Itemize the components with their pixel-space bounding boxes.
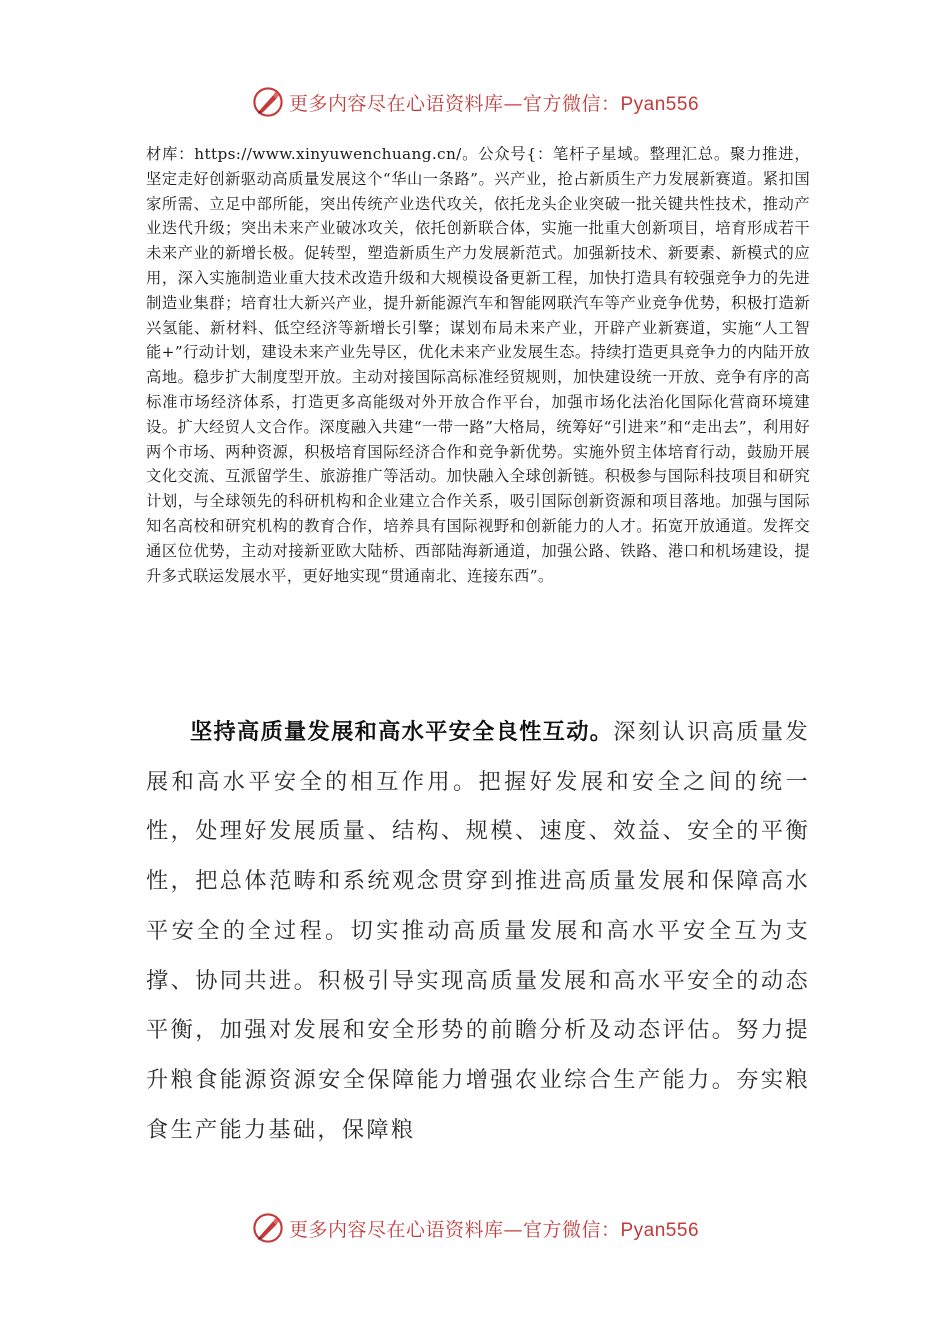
body-paragraph-main [146,708,810,1155]
pen-logo-icon [251,1211,285,1245]
body-paragraph-small: 材库：https://www.xinyuwenchuang.cn/。公众号{：笔杆子星域。整理汇总。聚力推进，坚定走好创新驱动高质量发展这个“华山一条路”。兴产业，抢占新质生产力发展新赛道。紧扣国家所需、立足中部所能，突出传统产业迭代攻关，依托龙头企业突破一批关键共性技术，推动产业迭代升级；突出未来产业破冰攻关，依托创新联合体，实施一批重大创新项目，培育形成若干未来产业的新增长极。促转型，塑造新质生产力发展新范式。加强新技术、新要素、新模式的应用，深入实施制造业重大技术改造升级和大规模设备更新工程，加快打造具有较强竞争力的先进制造业集群；培育壮大新兴产业，提升新能源汽车和智能网联汽车等产业竞争优势，积极打造新兴氢能、新材料、低空经济等新增长引擎；谋划布局未来产业，开辟产业新赛道，实施“人工智能+”行动计划，建设未来产业先导区，优化未来产业发展生态。持续打造更具竞争力的内陆开放高地。稳步扩大制度型开放。主动对接国际高标准经贸规则，加快建设统一开放、竞争有序的高标准市场经济体系，打造更多高能级对外开放合作平台，加强市场化法治化国际化营商环境建设。扩大经贸人文合作。深度融入共建“一带一路”大格局，统筹好“引进来”和“走出去”，利用好两个市场、两种资源，积极培育国际经济合作和竞争新优势。实施外贸主体培育行动，鼓励开展文化交流、互派留学生、旅游推广等活动。加快融入全球创新链。积极参与国际科技项目和研究计划，与全球领先的科研机构和企业建立合作关系，吸引国际创新资源和项目落地。加强与国际知名高校和研究机构的教育合作，培养具有国际视野和创新能力的人才。拓宽开放通道。发挥交通区位优势，主动对接新亚欧大陆桥、西部陆海新通道，加强公路、铁路、港口和机场建设，提升多式联运发展水平，更好地实现“贯通南北、连接东西”。 [146,145,810,585]
footer-banner-text: 更多内容尽在心语资料库—官方微信：Pyan556 [288,1218,700,1241]
header-wechat-id: Pyan556 [620,93,700,115]
header-banner [0,82,950,122]
pen-logo-icon [251,85,285,119]
header-banner-text: 更多内容尽在心语资料库—官方微信：Pyan556 [288,92,700,115]
footer-wechat-id: Pyan556 [620,1219,700,1241]
paragraph-body-text: 深刻认识高质量发展和高水平安全的相互作用。把握好发展和安全之间的统一性，处理好发展质量、结构、规模、速度、效益、安全的平衡性，把总体范畴和系统观念贯穿到推进高质量发展和保障高水平安全的全过程。切实推动高质量发展和高水平安全互为支撑、协同共进。积极引导实现高质量发展和高水平安全的动态平衡，加强对发展和安全形势的前瞻分析及动态评估。努力提升粮食能源资源安全保障能力增强农业综合生产能力。夯实粮食生产能力基础，保障粮 [146,719,810,1143]
paragraph-lead-heading: 坚持高质量发展和高水平安全良性互动。 [190,719,614,745]
footer-banner [0,1208,950,1248]
